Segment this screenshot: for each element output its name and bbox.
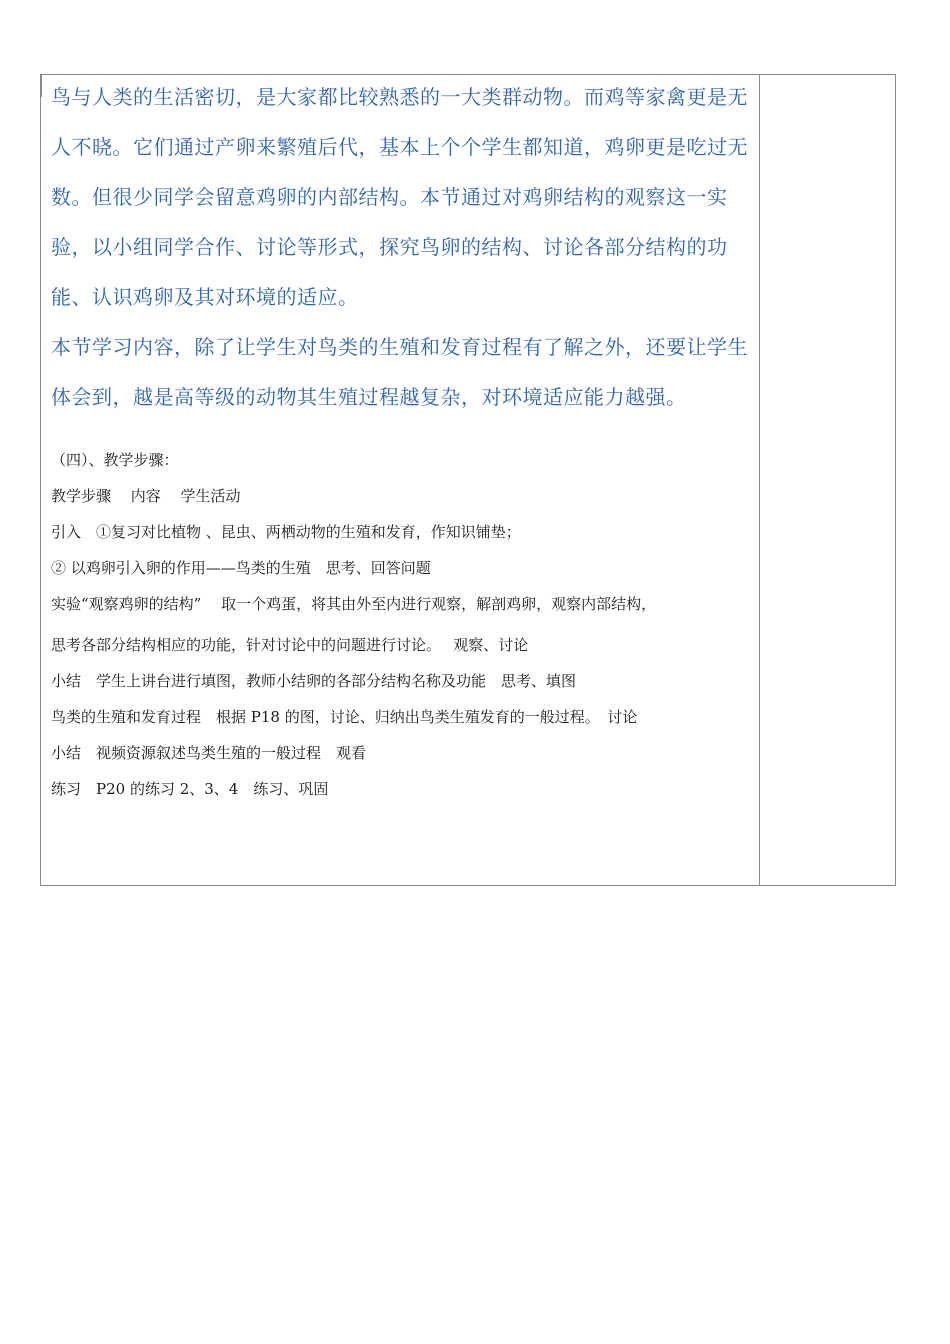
teaching-steps-heading: （四）、教学步骤： bbox=[51, 451, 179, 469]
main-content-cell bbox=[51, 75, 751, 807]
step-line-process: 鸟类的生殖和发育过程 根据 P18 的图，讨论、归纳出鸟类生殖发育的一般过程。 讨论 bbox=[51, 708, 638, 726]
step-line-practice: 练习 P20 的练习 2、3、4 练习、巩固 bbox=[51, 780, 329, 798]
intro-paragraph-2: 本节学习内容，除了让学生对鸟类的生殖和发育过程有了解之外，还要让学生体会到，越是高等级的动物其生殖过程越复杂，对环境适应能力越强。 bbox=[51, 335, 748, 409]
step-line-experiment-2: 思考各部分结构相应的功能，针对讨论中的问题进行讨论。 观察、讨论 bbox=[51, 636, 529, 654]
intro-paragraph-1: 鸟与人类的生活密切，是大家都比较熟悉的一大类群动物。而鸡等家禽更是无人不晓。它们通过产卵来繁殖后代，基本上个个学生都知道，鸡卵更是吃过无数。但很少同学会留意鸡卵的内部结构。本节通过对鸡卵结构的观察这一实验，以小组同学合作、讨论等形式，探究鸟卵的结构、讨论各部分结构的功能、认识鸡卵及其对环境的适应。 bbox=[51, 85, 748, 309]
lesson-table bbox=[40, 74, 896, 886]
teaching-steps-section bbox=[51, 442, 751, 807]
cell-border-mark bbox=[41, 75, 42, 97]
side-column-divider bbox=[759, 75, 760, 885]
step-line-summary-2: 小结 视频资源叙述鸟类生殖的一般过程 观看 bbox=[51, 744, 367, 762]
step-line-intro: 引入 ①复习对比植物 、昆虫、两栖动物的生殖和发育，作知识铺垫； bbox=[51, 523, 521, 541]
step-line-columns: 教学步骤 内容 学生活动 bbox=[51, 487, 241, 505]
step-line-intro-2: ② 以鸡卵引入卵的作用——鸟类的生殖 思考、回答问题 bbox=[51, 559, 431, 577]
step-line-experiment: 实验“观察鸡卵的结构” 取一个鸡蛋，将其由外至内进行观察，解剖鸡卵，观察内部结构， bbox=[51, 595, 657, 613]
step-line-summary: 小结 学生上讲台进行填图，教师小结卵的各部分结构名称及功能 思考、填图 bbox=[51, 672, 577, 690]
